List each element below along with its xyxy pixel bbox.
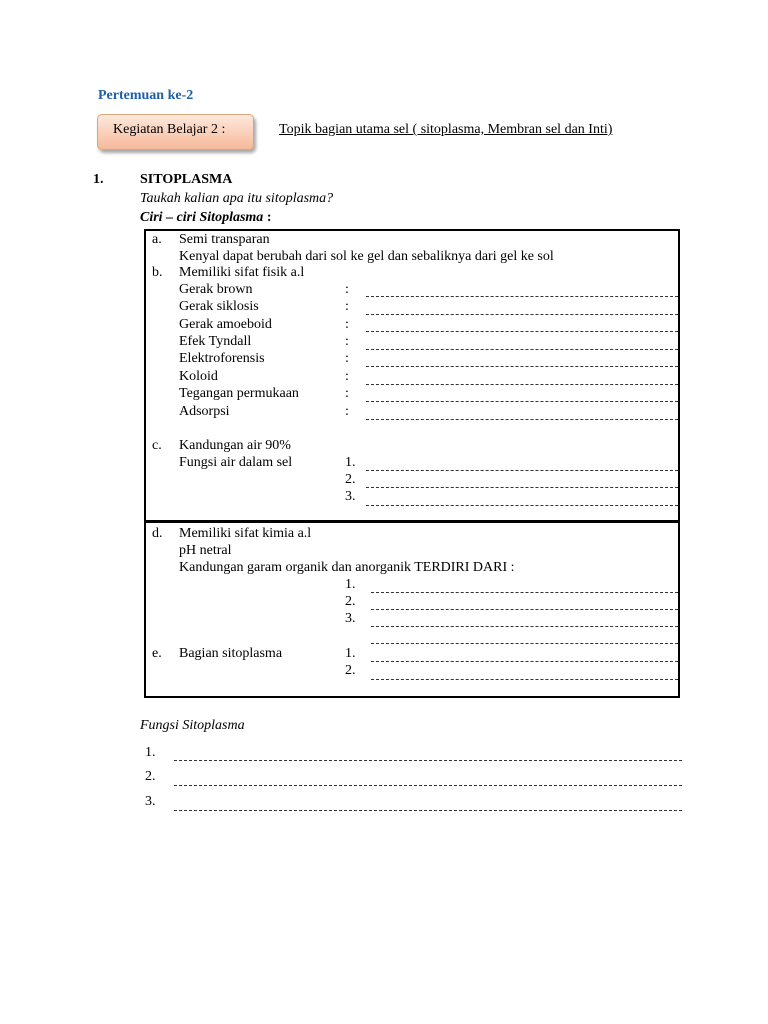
fungsi-number: 1. bbox=[145, 745, 156, 760]
ciri-heading bbox=[140, 210, 271, 226]
item-a-line1: Semi transparan bbox=[179, 232, 270, 247]
meeting-title: Pertemuan ke-2 bbox=[98, 88, 194, 103]
answer-line[interactable] bbox=[366, 419, 678, 420]
item-c-line1: Kandungan air 90% bbox=[179, 438, 291, 453]
property-colon: : bbox=[345, 369, 349, 384]
property-label: Efek Tyndall bbox=[179, 334, 252, 349]
section-title: SITOPLASMA bbox=[140, 172, 233, 187]
activity-label: Kegiatan Belajar 2 : bbox=[113, 122, 226, 137]
fungsi-answer-line[interactable] bbox=[174, 760, 682, 761]
fungsi-number: 3. bbox=[145, 794, 156, 809]
answer-line[interactable] bbox=[366, 401, 678, 402]
property-label: Adsorpsi bbox=[179, 404, 230, 419]
property-colon: : bbox=[345, 404, 349, 419]
item-e-label: Bagian sitoplasma bbox=[179, 646, 283, 661]
property-label: Gerak brown bbox=[179, 282, 253, 297]
property-label: Koloid bbox=[179, 369, 218, 384]
answer-line[interactable] bbox=[366, 366, 678, 367]
answer-line[interactable] bbox=[371, 643, 678, 644]
answer-line[interactable] bbox=[366, 349, 678, 350]
answer-number: 2. bbox=[345, 472, 356, 487]
topic-title: Topik bagian utama sel ( sitoplasma, Membran sel dan Inti) bbox=[279, 122, 613, 137]
ciri-colon: : bbox=[266, 210, 272, 225]
property-label: Elektroforensis bbox=[179, 351, 265, 366]
property-colon: : bbox=[345, 317, 349, 332]
fungsi-answer-line[interactable] bbox=[174, 810, 682, 811]
answer-line[interactable] bbox=[366, 487, 678, 488]
answer-line[interactable] bbox=[366, 470, 678, 471]
answer-line[interactable] bbox=[371, 626, 678, 627]
property-label: Gerak siklosis bbox=[179, 299, 259, 314]
property-colon: : bbox=[345, 386, 349, 401]
answer-line[interactable] bbox=[366, 296, 678, 297]
item-a-letter: a. bbox=[152, 232, 162, 247]
item-b-letter: b. bbox=[152, 265, 163, 280]
property-colon: : bbox=[345, 299, 349, 314]
item-e-letter: e. bbox=[152, 646, 162, 661]
answer-number: 1. bbox=[345, 646, 356, 661]
item-b-heading: Memiliki sifat fisik a.l bbox=[179, 265, 305, 280]
answer-number: 1. bbox=[345, 577, 356, 592]
answer-line[interactable] bbox=[366, 314, 678, 315]
answer-line[interactable] bbox=[366, 505, 678, 506]
section-number: 1. bbox=[93, 172, 104, 187]
item-d-line1: Memiliki sifat kimia a.l bbox=[179, 526, 312, 541]
answer-number: 2. bbox=[345, 594, 356, 609]
item-a-line2: Kenyal dapat berubah dari sol ke gel dan sebaliknya dari gel ke sol bbox=[179, 249, 554, 264]
answer-number: 3. bbox=[345, 489, 356, 504]
answer-number: 2. bbox=[345, 663, 356, 678]
item-d-letter: d. bbox=[152, 526, 163, 541]
item-d-line2: pH netral bbox=[179, 543, 232, 558]
fungsi-answer-line[interactable] bbox=[174, 785, 682, 786]
answer-line[interactable] bbox=[371, 679, 678, 680]
answer-line[interactable] bbox=[371, 609, 678, 610]
answer-line[interactable] bbox=[371, 592, 678, 593]
item-d-line3: Kandungan garam organik dan anorganik TERDIRI DARI : bbox=[179, 560, 515, 575]
ciri-label: Ciri – ciri Sitoplasma bbox=[140, 210, 264, 225]
item-c-letter: c. bbox=[152, 438, 162, 453]
answer-line[interactable] bbox=[366, 384, 678, 385]
property-label: Gerak amoeboid bbox=[179, 317, 272, 332]
answer-line[interactable] bbox=[371, 661, 678, 662]
answer-line[interactable] bbox=[366, 331, 678, 332]
fungsi-title: Fungsi Sitoplasma bbox=[140, 718, 245, 733]
property-colon: : bbox=[345, 351, 349, 366]
property-colon: : bbox=[345, 334, 349, 349]
fungsi-number: 2. bbox=[145, 769, 156, 784]
property-label: Tegangan permukaan bbox=[179, 386, 299, 401]
item-c-line2: Fungsi air dalam sel bbox=[179, 455, 293, 470]
answer-number: 3. bbox=[345, 611, 356, 626]
property-colon: : bbox=[345, 282, 349, 297]
section-question: Taukah kalian apa itu sitoplasma? bbox=[140, 191, 334, 206]
answer-number: 1. bbox=[345, 455, 356, 470]
